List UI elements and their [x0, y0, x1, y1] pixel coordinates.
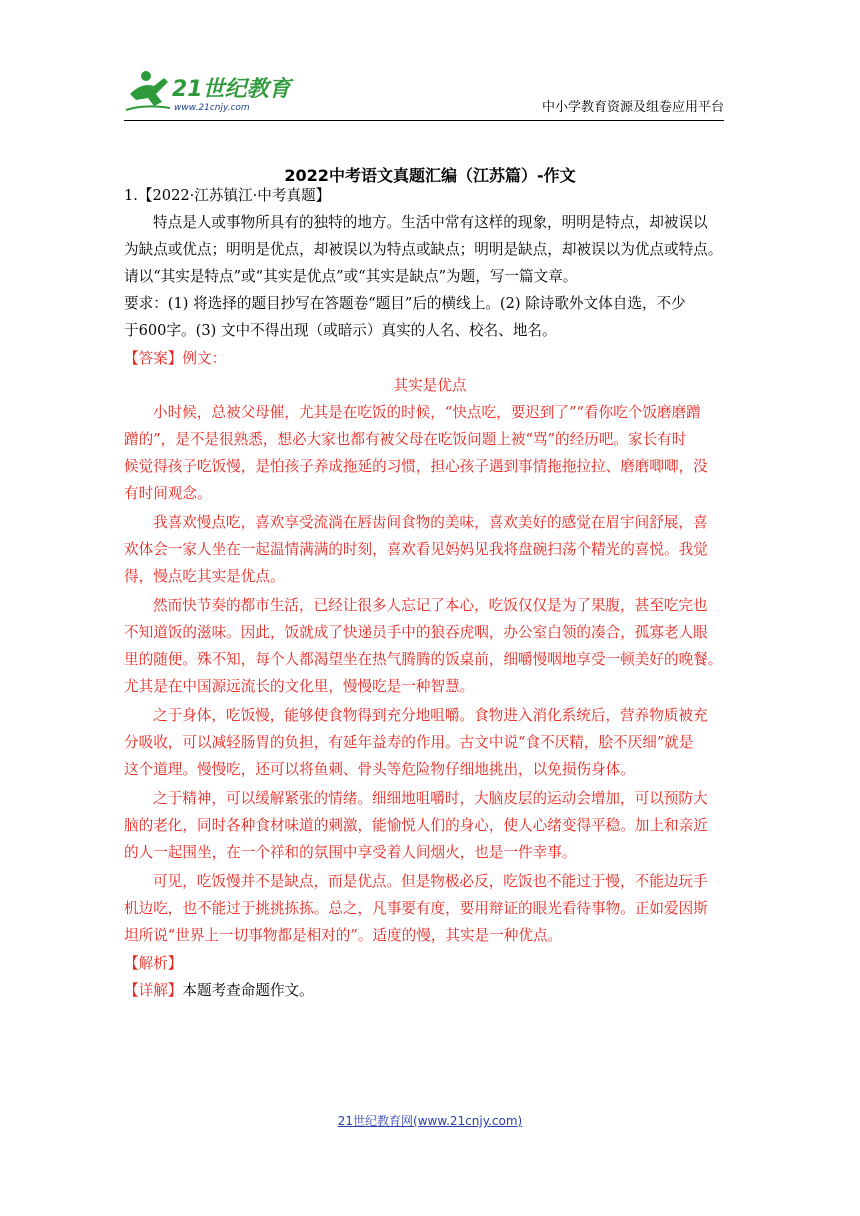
essay-line: 候觉得孩子吃饭慢，是怕孩子养成拖延的习惯，担心孩子遇到事情拖拖拉拉、磨磨唧唧，没	[124, 458, 708, 475]
essay-line: 的人一起围坐，在一个祥和的氛围中享受着人间烟火，也是一件幸事。	[124, 844, 577, 861]
platform-tagline: 中小学教育资源及组卷应用平台	[541, 100, 724, 115]
essay-line: 有时间观念。	[124, 485, 212, 502]
essay-line: 之于精神，可以缓解紧张的情绪。细细地咀嚼时，大脑皮层的运动会增加，可以预防大	[153, 790, 708, 807]
logo-url: www.21cnjy.com	[174, 103, 250, 113]
prompt-line: 特点是人或事物所具有的独特的地方。生活中常有这样的现象，明明是特点，却被误以	[153, 214, 708, 231]
question-heading: 1.【2022·江苏镇江·中考真题】	[124, 187, 331, 204]
logo-runner-head	[141, 71, 151, 81]
detail-text: 本题考查命题作文。	[182, 982, 314, 999]
logo-21cnjy	[124, 68, 294, 114]
essay-line: 这个道理。慢慢吃，还可以将鱼刺、骨头等危险物仔细地挑出，以免损伤身体。	[124, 761, 635, 778]
essay-line: 脑的老化，同时各种食材味道的刺激，能愉悦人们的身心，使人心绪变得平稳。加上和亲近	[124, 817, 708, 834]
analysis-label: 【解析】	[124, 955, 183, 972]
essay-line: 得，慢点吃其实是优点。	[124, 568, 285, 585]
essay-line: 里的随便。殊不知，每个人都渴望坐在热气腾腾的饭桌前，细嚼慢咽地享受一顿美好的晚餐。	[124, 651, 723, 668]
requirement-line: 要求：(1) 将选择的题目抄写在答题卷“题目”后的横线上。(2) 除诗歌外文体自选，不少	[124, 295, 686, 312]
essay-line: 可见，吃饭慢并不是缺点，而是优点。但是物极必反，吃饭也不能过于慢，不能边玩手	[153, 873, 708, 890]
logo-swoosh	[126, 106, 170, 110]
requirement-line: 于600字。(3) 文中不得出现（或暗示）真实的人名、校名、地名。	[124, 322, 557, 339]
essay-line: 小时候，总被父母催，尤其是在吃饭的时候，“快点吃，要迟到了”“看你吃个饭磨磨蹭	[153, 404, 701, 421]
logo-runner-icon	[130, 78, 168, 106]
essay-line: 分吸收，可以减轻肠胃的负担，有延年益寿的作用。古文中说“食不厌精，脍不厌细”就是	[124, 734, 694, 751]
detail-label: 【详解】	[124, 982, 183, 999]
essay-line: 尤其是在中国源远流长的文化里，慢慢吃是一种智慧。	[124, 678, 475, 695]
analysis-detail	[124, 979, 314, 1000]
essay-line: 蹭的”，是不是很熟悉，想必大家也都有被父母在吃饭问题上被“骂”的经历吧。家长有时	[124, 431, 687, 448]
prompt-line: 请以“其实是特点”或“其实是优点”或“其实是缺点”为题，写一篇文章。	[124, 268, 578, 285]
essay-line: 不知道饭的滋味。因此，饭就成了快递员手中的狼吞虎咽，办公室白领的凑合，孤寡老人眼	[124, 624, 708, 641]
essay-line: 我喜欢慢点吃，喜欢享受流淌在唇齿间食物的美味，喜欢美好的感觉在眉宇间舒展，喜	[153, 514, 708, 531]
page-title: 2022中考语文真题汇编（江苏篇）-作文	[284, 166, 576, 185]
footer-link[interactable]: 21世纪教育网(www.21cnjy.com)	[337, 1114, 523, 1128]
page-footer	[0, 1112, 860, 1129]
essay-line: 欢体会一家人坐在一起温情满满的时刻，喜欢看见妈妈见我将盘碗扫荡个精光的喜悦。我觉	[124, 541, 708, 558]
essay-line: 坦所说“世界上一切事物都是相对的”。适度的慢，其实是一种优点。	[124, 927, 563, 944]
answer-label: 【答案】例文：	[124, 350, 227, 367]
prompt-line: 为缺点或优点；明明是优点，却被误以为特点或缺点；明明是缺点，却被误以为优点或特点。	[124, 241, 723, 258]
essay-line: 然而快节奏的都市生活，已经让很多人忘记了本心，吃饭仅仅是为了果腹，甚至吃完也	[153, 597, 708, 614]
logo-text: 21世纪教育	[172, 77, 291, 102]
page-header	[124, 62, 724, 121]
essay-line: 之于身体，吃饭慢，能够使食物得到充分地咀嚼。食物进入消化系统后，营养物质被充	[153, 707, 708, 724]
essay-title: 其实是优点	[393, 377, 467, 394]
essay-line: 机边吃，也不能过于挑挑拣拣。总之，凡事要有度，要用辩证的眼光看待事物。正如爱因斯	[124, 900, 708, 917]
